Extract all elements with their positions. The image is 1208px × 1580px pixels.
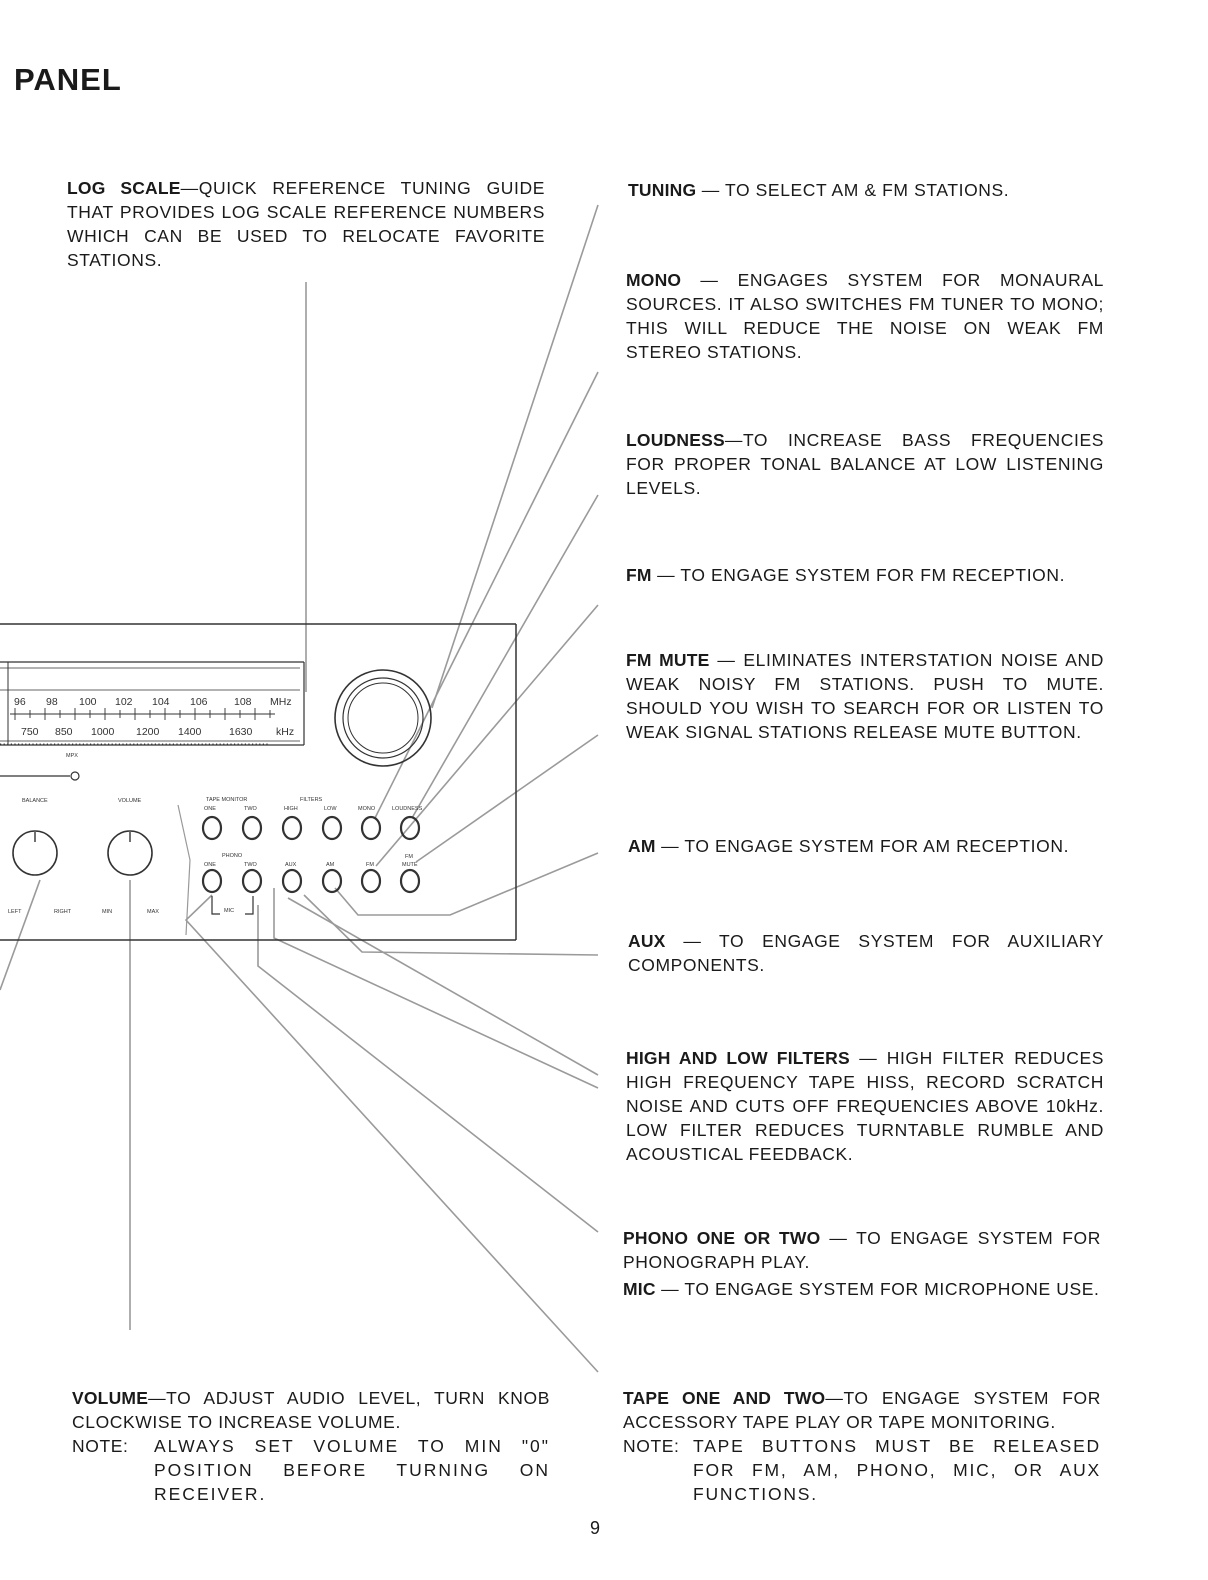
filters-label: FILTERS xyxy=(300,797,323,803)
mono-label: MONO xyxy=(358,806,376,812)
knob-labels xyxy=(8,798,159,915)
volume-term: VOLUME xyxy=(72,1388,149,1408)
leader-fm xyxy=(376,605,598,866)
dial-scale xyxy=(14,696,294,759)
fm-scale-tick: 104 xyxy=(152,696,170,708)
tape-monitor-label: TAPE MONITOR xyxy=(206,797,248,803)
fm-text: — TO ENGAGE SYSTEM FOR FM RECEPTION. xyxy=(657,565,1066,585)
mono-callout xyxy=(626,268,1104,364)
filters-term: HIGH AND LOW FILTERS xyxy=(626,1048,850,1068)
balance-label: BALANCE xyxy=(22,798,48,804)
fm-callout xyxy=(626,563,1104,587)
mono-term: MONO xyxy=(626,270,682,290)
filter-high-label: HIGH xyxy=(284,806,298,812)
fm-term: FM xyxy=(626,565,652,585)
balance-left-label: LEFT xyxy=(8,909,22,915)
phono-paragraph xyxy=(623,1226,1101,1274)
volume-note xyxy=(72,1434,550,1506)
filters-text: — HIGH FILTER REDUCES HIGH FREQUENCY TAPE HISS, RECORD SCRATCH NOISE AND CUTS OFF FREQUENCIES ABOVE 10kHz. LOW FILTER REDUCES TURNTABLE RUMBLE AND ACOUSTICAL FEEDBACK. xyxy=(626,1048,1104,1164)
tape-one-label: ONE xyxy=(204,806,216,812)
aux-text: — TO ENGAGE SYSTEM FOR AUXILIARY COMPONENTS. xyxy=(628,931,1104,975)
phono-one-label: ONE xyxy=(204,862,216,868)
am-scale-tick: 850 xyxy=(55,726,73,738)
volume-note-label: NOTE: xyxy=(72,1436,129,1456)
filter-high-button xyxy=(283,817,301,839)
mono-text: — ENGAGES SYSTEM FOR MONAURAL SOURCES. IT ALSO SWITCHES FM TUNER TO MONO; THIS WILL REDUCE THE NOISE ON WEAK FM STEREO STATIONS. xyxy=(626,270,1104,362)
am-scale-tick: 1630 xyxy=(229,726,253,738)
fm-scale-tick: 106 xyxy=(190,696,208,708)
leader-lines xyxy=(0,205,598,1372)
phono-label: PHONO xyxy=(222,853,243,859)
leader-fm-mute xyxy=(416,735,598,862)
fm-mute-callout xyxy=(626,648,1104,744)
fm-scale-tick: 96 xyxy=(14,696,26,708)
tuning-text: — TO SELECT AM & FM STATIONS. xyxy=(701,180,1010,200)
loudness-text: —TO INCREASE BASS FREQUENCIES FOR PROPER TONAL BALANCE AT LOW LISTENING LEVELS. xyxy=(626,430,1104,498)
am-term: AM xyxy=(628,836,656,856)
filter-low-button xyxy=(323,817,341,839)
volume-text: —TO ADJUST AUDIO LEVEL, TURN KNOB CLOCKWISE TO INCREASE VOLUME. xyxy=(72,1388,550,1432)
mic-text: — TO ENGAGE SYSTEM FOR MICROPHONE USE. xyxy=(661,1279,1100,1299)
fm-scale-tick: 108 xyxy=(234,696,252,708)
filter-low-label: LOW xyxy=(324,806,337,812)
tape-note-label: NOTE: xyxy=(623,1436,680,1456)
fm-scale-tick: 98 xyxy=(46,696,58,708)
tuning-callout xyxy=(628,178,1104,202)
filters-callout xyxy=(626,1046,1104,1166)
am-scale-tick: 1000 xyxy=(91,726,115,738)
leader-am xyxy=(335,853,598,915)
loudness-label: LOUDNESS xyxy=(392,806,423,812)
volume-label: VOLUME xyxy=(118,798,142,804)
mic-paragraph xyxy=(623,1277,1101,1301)
leader-tape xyxy=(186,895,598,1372)
volume-min-label: MIN xyxy=(102,909,113,915)
loudness-callout xyxy=(626,428,1104,500)
leader-balance xyxy=(0,880,40,990)
fm-mute-term: FM MUTE xyxy=(626,650,710,670)
button-row-top xyxy=(203,817,419,839)
am-unit: kHz xyxy=(276,726,295,738)
aux-label: AUX xyxy=(285,862,297,868)
page-title: PANEL xyxy=(14,62,122,97)
mpx-label: MPX xyxy=(66,753,78,759)
tape-two-label: TWO xyxy=(244,806,257,812)
fm-scale-tick: 100 xyxy=(79,696,97,708)
tape-two-button xyxy=(243,817,261,839)
am-text: — TO ENGAGE SYSTEM FOR AM RECEPTION. xyxy=(661,836,1070,856)
tape-callout xyxy=(623,1386,1101,1506)
tuning-knob xyxy=(335,670,431,766)
mono-button xyxy=(362,817,380,839)
fm-mute-label: FM xyxy=(405,854,413,860)
fm-mute-button xyxy=(401,870,419,892)
am-scale-tick: 1400 xyxy=(178,726,202,738)
phono-term: PHONO ONE OR TWO xyxy=(623,1228,821,1248)
volume-max-label: MAX xyxy=(147,909,159,915)
mic-term: MIC xyxy=(623,1279,656,1299)
tape-term: TAPE ONE AND TWO xyxy=(623,1388,826,1408)
am-callout xyxy=(628,834,1104,858)
button-labels xyxy=(204,797,423,914)
rotary-knobs xyxy=(13,805,190,935)
volume-callout xyxy=(72,1386,550,1506)
fm-label: FM xyxy=(366,862,374,868)
tape-note-text: TAPE BUTTONS MUST BE RELEASED FOR FM, AM, PHONO, MIC, OR AUX FUNCTIONS. xyxy=(693,1436,1101,1504)
loudness-button xyxy=(401,817,419,839)
fm-button xyxy=(362,870,380,892)
loudness-term: LOUDNESS xyxy=(626,430,725,450)
fm-mute-text: — ELIMINATES INTERSTATION NOISE AND WEAK NOISY FM STATIONS. PUSH TO MUTE. SHOULD YOU WISH TO SEARCH FOR OR LISTEN TO WEAK SIGNAL STATIONS RELEASE MUTE BUTTON. xyxy=(626,650,1104,742)
am-label: AM xyxy=(326,862,335,868)
aux-callout xyxy=(628,929,1104,977)
volume-note-text: ALWAYS SET VOLUME TO MIN "0" POSITION BEFORE TURNING ON RECEIVER. xyxy=(154,1436,550,1504)
fm-mute-label: MUTE xyxy=(402,862,418,868)
phono-text: — TO ENGAGE SYSTEM FOR PHONOGRAPH PLAY. xyxy=(623,1228,1102,1272)
am-scale-tick: 1200 xyxy=(136,726,160,738)
tape-one-button xyxy=(203,817,221,839)
phono-one-button xyxy=(203,870,221,892)
phono-two-label: TWO xyxy=(244,862,257,868)
leader-tuning xyxy=(432,205,598,708)
tape-text: —TO ENGAGE SYSTEM FOR ACCESSORY TAPE PLAY OR TAPE MONITORING. xyxy=(623,1388,1101,1432)
tuning-term: TUNING xyxy=(628,180,697,200)
balance-right-label: RIGHT xyxy=(54,909,72,915)
leader-mono xyxy=(375,372,598,818)
log-scale-term: LOG SCALE xyxy=(67,178,181,198)
am-button xyxy=(323,870,341,892)
aux-term: AUX xyxy=(628,931,666,951)
button-row-bottom xyxy=(203,870,419,892)
tape-note xyxy=(623,1434,1101,1506)
fm-scale-tick: 102 xyxy=(115,696,133,708)
mic-label: MIC xyxy=(224,908,235,914)
leader-loudness xyxy=(412,495,598,818)
phono-callout xyxy=(623,1226,1101,1301)
leader-filters-b xyxy=(288,898,598,1075)
fm-unit: MHz xyxy=(270,696,292,708)
am-scale-tick: 750 xyxy=(21,726,39,738)
log-scale-callout xyxy=(67,176,545,272)
page-number: 9 xyxy=(590,1518,601,1538)
phono-two-button xyxy=(243,870,261,892)
aux-button xyxy=(283,870,301,892)
log-scale-text: —QUICK REFERENCE TUNING GUIDE THAT PROVIDES LOG SCALE REFERENCE NUMBERS WHICH CAN BE USED TO RELOCATE FAVORITE STATIONS. xyxy=(67,178,545,270)
